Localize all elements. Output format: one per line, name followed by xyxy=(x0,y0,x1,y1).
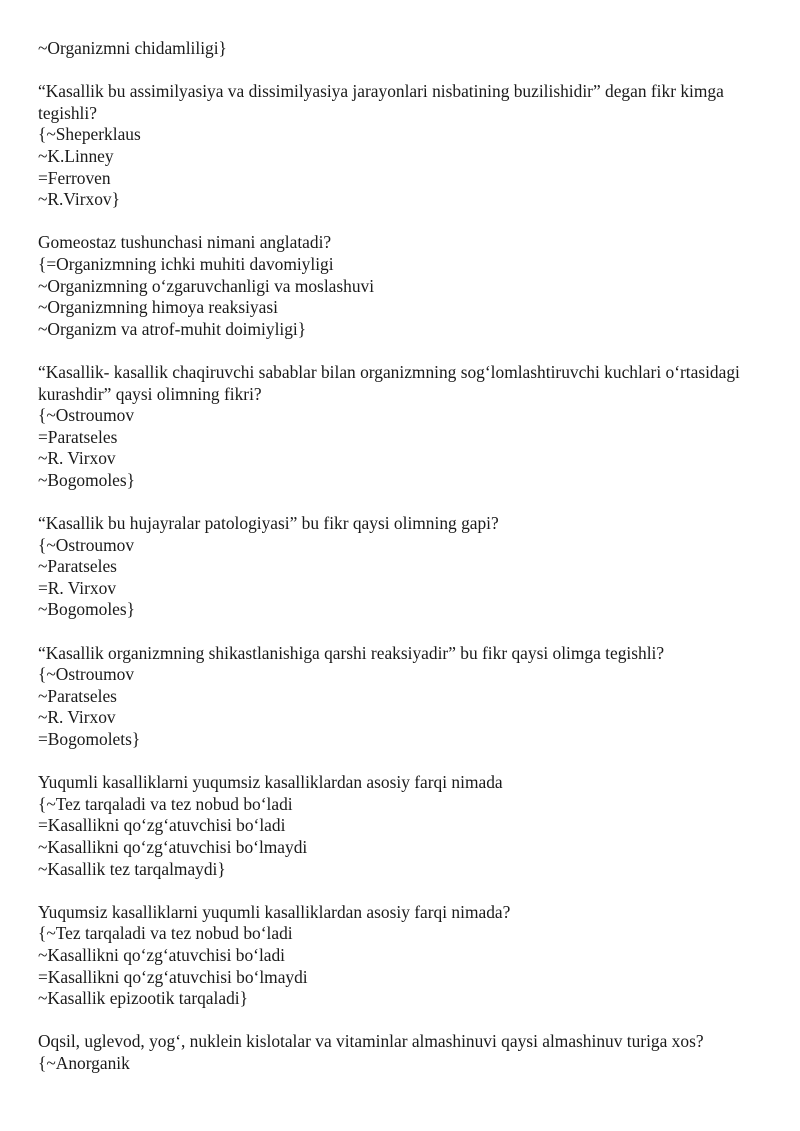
answer-option: ~Organizm va atrof-muhit doimiyligi} xyxy=(38,318,307,339)
question-block xyxy=(38,232,778,340)
answer-option: =Bogomolets} xyxy=(38,729,141,749)
question-text: Gomeostaz tushunchasi nimani anglatadi? xyxy=(38,232,332,253)
spacer xyxy=(38,60,778,82)
answer-option: ~R. Virxov xyxy=(38,707,116,728)
answer-option: ~Organizmni chidamliligi} xyxy=(38,38,227,58)
answer-option: ~Organizmning himoya reaksiyasi xyxy=(38,297,278,318)
answer-option: ~R.Virxov} xyxy=(38,189,120,210)
answer-option: {~Anorganik xyxy=(38,1052,130,1073)
answer-option: ~Kasallikni qo‘zg‘atuvchisi bo‘lmaydi xyxy=(38,836,308,857)
answer-option: =R. Virxov xyxy=(38,577,117,598)
answer-option: ~Kasallik epizootik tarqaladi} xyxy=(38,988,248,1009)
question-block xyxy=(38,81,778,211)
question-text: “Kasallik- kasallik chaqiruvchi sabablar bilan organizmning sog‘lomlashtiruvchi kuchlari o‘rtasidagi kurashdir” qaysi olimning fikri? xyxy=(38,361,740,404)
answer-option: ~K.Linney xyxy=(38,145,114,166)
question-text: Yuqumsiz kasalliklarni yuqumli kasalliklardan asosiy farqi nimada? xyxy=(38,901,511,922)
document-page xyxy=(38,38,778,1075)
question-text: Oqsil, uglevod, yog‘, nuklein kislotalar va vitaminlar almashinuvi qaysi almashinuv turiga xos? xyxy=(38,1031,704,1052)
answer-option: ~Paratseles xyxy=(38,556,117,577)
question-block xyxy=(38,513,778,621)
question-block xyxy=(38,362,778,492)
answer-option: =Paratseles xyxy=(38,426,118,447)
question-block xyxy=(38,902,778,1010)
answer-option: =Kasallikni qo‘zg‘atuvchisi bo‘lmaydi xyxy=(38,966,308,987)
answer-option: ~R. Virxov xyxy=(38,448,116,469)
answer-option: ~Kasallik tez tarqalmaydi} xyxy=(38,858,226,879)
answer-option: {~Ostroumov xyxy=(38,664,135,685)
answer-option: {~Tez tarqaladi va tez nobud bo‘ladi xyxy=(38,793,293,814)
spacer xyxy=(38,1010,778,1032)
spacer xyxy=(38,880,778,902)
answer-option: {~Ostroumov xyxy=(38,405,135,426)
question-text: “Kasallik organizmning shikastlanishiga qarshi reaksiyadir” bu fikr qaysi olimga tegishli? xyxy=(38,642,665,663)
spacer xyxy=(38,211,778,233)
answer-option: {~Tez tarqaladi va tez nobud bo‘ladi xyxy=(38,923,293,944)
question-block xyxy=(38,1031,778,1074)
answer-option: ~Paratseles xyxy=(38,685,117,706)
answer-option: =Ferroven xyxy=(38,167,111,188)
answer-option: ~Bogomoles} xyxy=(38,599,135,620)
question-text: “Kasallik bu assimilyasiya va dissimilyasiya jarayonlari nisbatining buzilishidir” degan fikr kimga tegishli? xyxy=(38,81,724,123)
answer-option: {~Sheperklaus xyxy=(38,124,141,145)
answer-option: ~Kasallikni qo‘zg‘atuvchisi bo‘ladi xyxy=(38,944,286,965)
answer-option: {=Organizmning ichki muhiti davomiyligi xyxy=(38,253,334,274)
answer-option: {~Ostroumov xyxy=(38,534,135,555)
answer-option: ~Organizmning o‘zgaruvchanligi va moslashuvi xyxy=(38,275,375,296)
spacer xyxy=(38,751,778,773)
answer-option: ~Bogomoles} xyxy=(38,469,135,490)
spacer xyxy=(38,491,778,513)
spacer xyxy=(38,621,778,643)
question-block xyxy=(38,643,778,751)
question-text: “Kasallik bu hujayralar patologiyasi” bu fikr qaysi olimning gapi? xyxy=(38,513,499,534)
question-text: Yuqumli kasalliklarni yuqumsiz kasalliklardan asosiy farqi nimada xyxy=(38,772,503,793)
answer-option: =Kasallikni qo‘zg‘atuvchisi bo‘ladi xyxy=(38,815,286,836)
question-block xyxy=(38,772,778,880)
spacer xyxy=(38,340,778,362)
